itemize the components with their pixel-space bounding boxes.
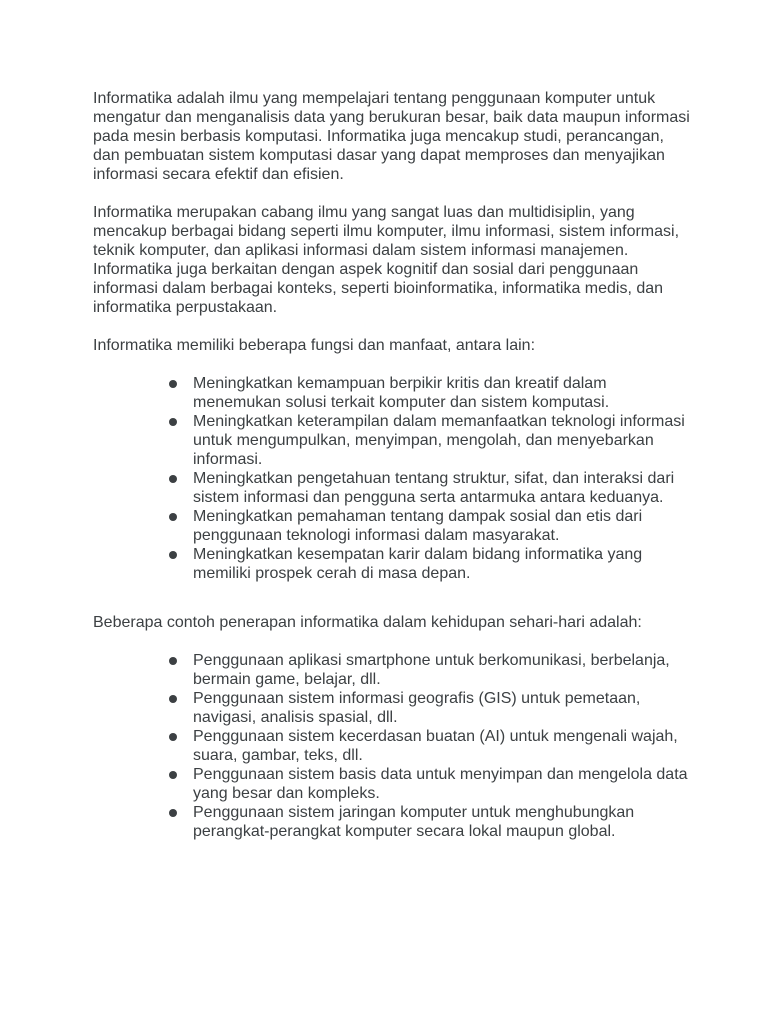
- list-item: [169, 727, 693, 765]
- list-item-text: Penggunaan sistem informasi geografis (GIS) untuk pemetaan, navigasi, analisis spasial, dll.: [193, 690, 641, 726]
- bullet-icon: [169, 771, 177, 779]
- benefits-list: [93, 374, 693, 583]
- list-item-text: Meningkatkan kesempatan karir dalam bidang informatika yang memiliki prospek cerah di masa depan.: [193, 546, 643, 582]
- list-item: [169, 765, 693, 803]
- bullet-icon: [169, 695, 177, 703]
- list-item: [169, 374, 693, 412]
- bullet-icon: [169, 380, 177, 388]
- list-item-text: Meningkatkan kemampuan berpikir kritis dan kreatif dalam menemukan solusi terkait komputer dan sistem komputasi.: [193, 375, 610, 411]
- document-page: [93, 89, 693, 841]
- list-item: [169, 803, 693, 841]
- list-item: [169, 412, 693, 469]
- list-item: [169, 689, 693, 727]
- bullet-icon: [169, 475, 177, 483]
- list-item: [169, 545, 693, 583]
- bullet-icon: [169, 657, 177, 665]
- list-item-text: Penggunaan sistem kecerdasan buatan (AI) untuk mengenali wajah, suara, gambar, teks, dll.: [193, 728, 678, 764]
- bullet-icon: [169, 733, 177, 741]
- bullet-icon: [169, 513, 177, 521]
- list-item-text: Penggunaan aplikasi smartphone untuk berkomunikasi, berbelanja, bermain game, belajar, dll.: [193, 652, 670, 688]
- list-item: [169, 651, 693, 689]
- paragraph-scope: Informatika merupakan cabang ilmu yang sangat luas dan multidisiplin, yang mencakup berbagai bidang seperti ilmu komputer, ilmu informasi, sistem informasi, teknik komputer, dan aplikasi informasi dalam sistem informasi manajemen. Informatika juga berkaitan dengan aspek kognitif dan sosial dari penggunaan informasi dalam berbagai konteks, seperti bioinformatika, informatika medis, dan informatika perpustakaan.: [93, 204, 680, 316]
- list-item-text: Meningkatkan keterampilan dalam memanfaatkan teknologi informasi untuk mengumpulkan, menyimpan, mengolah, dan menyebarkan informasi.: [193, 413, 685, 468]
- list-item-text: Penggunaan sistem jaringan komputer untuk menghubungkan perangkat-perangkat komputer secara lokal maupun global.: [193, 804, 635, 840]
- list-item-text: Penggunaan sistem basis data untuk menyimpan dan mengelola data yang besar dan kompleks.: [193, 766, 688, 802]
- list-item: [169, 507, 693, 545]
- list-item-text: Meningkatkan pengetahuan tentang struktur, sifat, dan interaksi dari sistem informasi dan pengguna serta antarmuka antara keduanya.: [193, 470, 675, 506]
- bullet-icon: [169, 418, 177, 426]
- list-item: [169, 469, 693, 507]
- list-item-text: Meningkatkan pemahaman tentang dampak sosial dan etis dari penggunaan teknologi informasi dalam masyarakat.: [193, 508, 643, 544]
- examples-list: [93, 651, 693, 841]
- paragraph-examples-intro: Beberapa contoh penerapan informatika dalam kehidupan sehari-hari adalah:: [93, 614, 642, 631]
- paragraph-benefits-intro: Informatika memiliki beberapa fungsi dan manfaat, antara lain:: [93, 337, 536, 354]
- paragraph-definition: Informatika adalah ilmu yang mempelajari tentang penggunaan komputer untuk mengatur dan menganalisis data yang berukuran besar, baik data maupun informasi pada mesin berbasis komputasi. Informatika juga mencakup studi, perancangan, dan pembuatan sistem komputasi dasar yang dapat memproses dan menyajikan informasi secara efektif dan efisien.: [93, 90, 690, 183]
- bullet-icon: [169, 809, 177, 817]
- bullet-icon: [169, 551, 177, 559]
